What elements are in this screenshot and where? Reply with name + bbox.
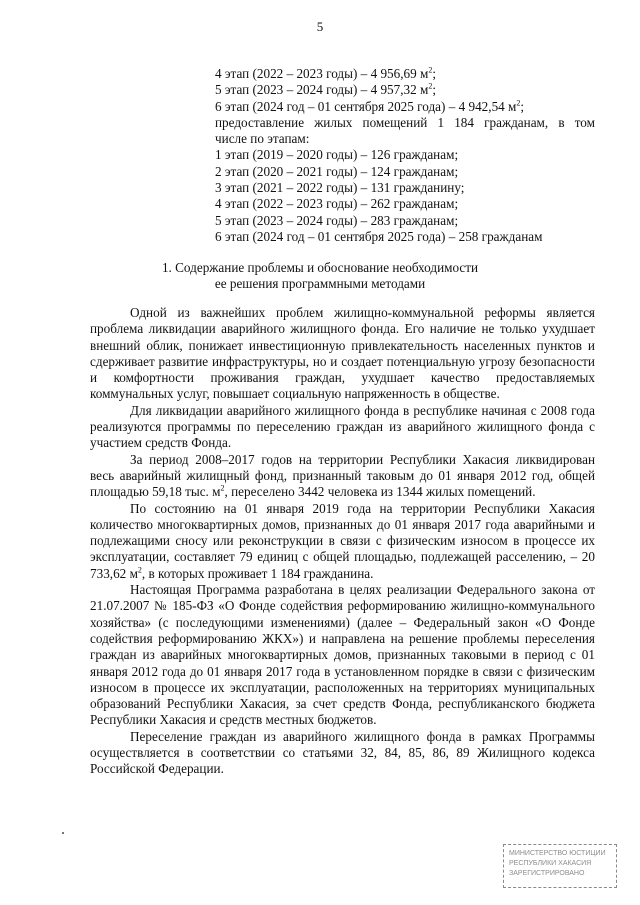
area-unit-superscript: 2	[137, 565, 142, 575]
section-title-line: ее решения программными методами	[214, 276, 426, 292]
stamp-line: РЕСПУБЛИКИ ХАКАСИЯ	[509, 860, 592, 867]
area-unit-superscript: 2	[516, 98, 521, 108]
paragraph: По состоянию на 01 января 2019 года на территории Республики Хакасия количество многоквартирных домов, признанных до 01 января 2017 года аварийными и подлежащими сносу или реконструкции в связи с физическим износом в процессе их эксплуатации, составляет 79 единиц с общей площадью, подлежащей расселению, – 20 733,62 $м^2$, в которых проживает 1 184 гражданина.	[90, 500, 595, 581]
stamp-line: ЗАРЕГИСТРИРОВАНО	[509, 870, 585, 877]
stamp-line: МИНИСТЕРСТВО ЮСТИЦИИ	[509, 850, 606, 857]
stage-area-item: 5 этап (2023 – 2024 годы) – 4 957,32 $м^2$;	[215, 81, 437, 98]
section-title	[110, 260, 530, 293]
stage-people-item: 2 этап (2020 – 2021 годы) – 124 гражданам;	[215, 163, 459, 179]
paragraph: За период 2008–2017 годов на территории Республики Хакасия ликвидирован весь аварийный жилищный фонд, признанный таковым до 01 января 2012 год, общей площадью 59,18 тыс. $м^2$, переселено 3442 человека из 1344 жилых помещений.	[90, 451, 595, 500]
stage-area-item: 4 этап (2022 – 2023 годы) – 4 956,69 $м^2$;	[215, 65, 437, 81]
area-unit-superscript: 2	[220, 483, 225, 493]
area-unit-superscript: 2	[428, 81, 433, 91]
stage-people-item: 6 этап (2024 год – 01 сентября 2025 года) – 258 гражданам	[215, 228, 543, 244]
area-unit-superscript: 2	[428, 65, 433, 75]
stage-people-item: 5 этап (2023 – 2024 годы) – 283 гражданам;	[215, 212, 459, 228]
paragraph: Переселение граждан из аварийного жилищного фонда в рамках Программы осуществляется в соответствии со статьями 32, 84, 85, 86, 89 Жилищного кодекса Российской Федерации.	[90, 728, 595, 777]
stage-area-item: 6 этап (2024 год – 01 сентября 2025 года) – 4 942,54 $м^2$;	[215, 98, 525, 114]
provision-line: числе по этапам:	[215, 131, 310, 147]
paragraph: Одной из важнейших проблем жилищно-коммунальной реформы является проблема ликвидации аварийного жилищного фонда. Его наличие не только ухудшает внешний облик, понижает инвестиционную привлекательность населенных пунктов и сдерживает развитие инфраструктуры, но и создает потенциальную угрозу безопасности и комфортности проживания граждан, ухудшает качество предоставляемых коммунальных услуг, повышает социальную напряженность в обществе.	[90, 305, 595, 402]
page-number: 5	[316, 19, 324, 34]
registration-stamp	[503, 844, 617, 888]
paragraph: Для ликвидации аварийного жилищного фонда в республике начиная с 2008 года реализуются программы по переселению граждан из аварийного жилищного фонда с участием средств Фонда.	[90, 402, 595, 451]
paragraph: Настоящая Программа разработана в целях реализации Федерального закона от 21.07.2007 № 185-ФЗ «О Фонде содействия реформированию жилищно-коммунального хозяйства» (с последующими изменениями) (далее – Федеральный закон «О Фонде содействия реформированию ЖКХ») и направлена на решение проблемы переселения граждан из аварийных многоквартирных домов, признанных таковыми в период с 01 января 2012 года до 01 января 2017 года в установленном порядке в связи с физическим износом в процессе их эксплуатации, расположенных на территориях муниципальных образований Республики Хакасия, за счет средств Фонда, республиканского бюджета Республики Хакасия и средств местных бюджетов.	[90, 582, 595, 728]
stage-people-item: 3 этап (2021 – 2022 годы) – 131 гражданину;	[215, 180, 465, 196]
margin-mark	[62, 832, 64, 834]
provision-line: предоставление жилых помещений 1 184 гражданам, в том	[215, 114, 595, 130]
stage-people-item: 4 этап (2022 – 2023 годы) – 262 гражданам;	[215, 196, 459, 212]
stage-people-item: 1 этап (2019 – 2020 годы) – 126 гражданам;	[215, 147, 459, 163]
section-title-line: 1. Содержание проблемы и обоснование необходимости	[161, 260, 479, 275]
stage-list	[215, 66, 595, 245]
document-body	[90, 305, 595, 778]
